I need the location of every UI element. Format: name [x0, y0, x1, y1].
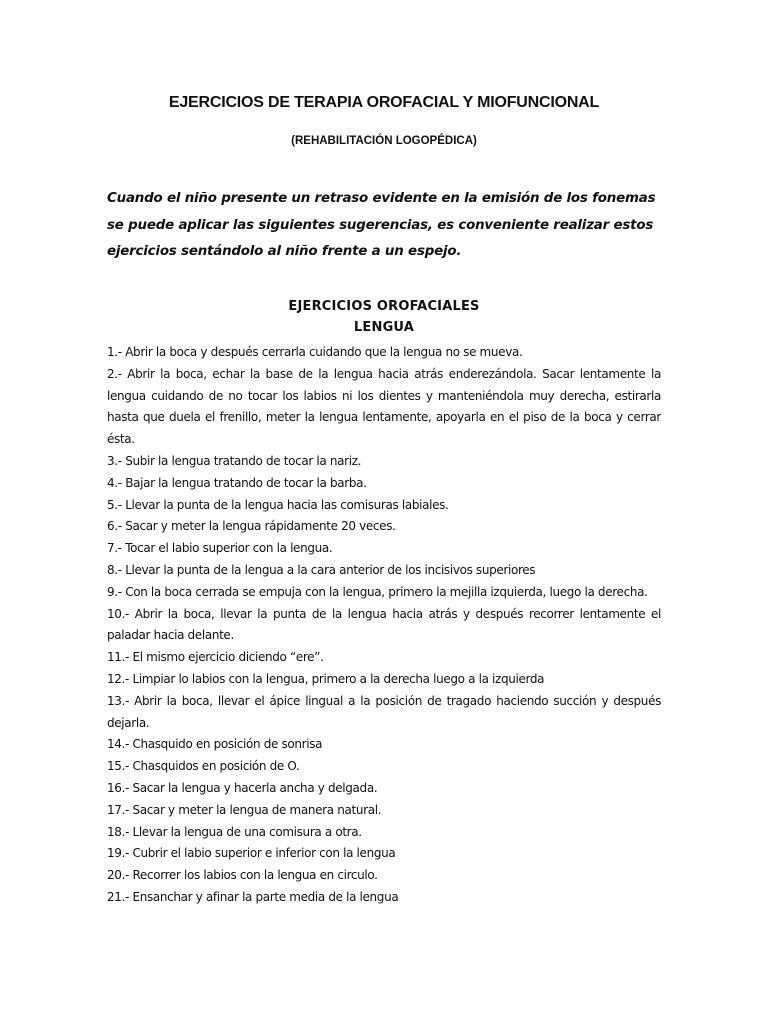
exercise-item: 20.- Recorrer los labios con la lengua en circulo.: [107, 868, 378, 883]
intro-paragraph: Cuando el niño presente un retraso evidente en la emisión de los fonemas se puede aplicar las siguientes sugerencias, es conveniente realizar estos ejercicios sentándolo al niño frente a un espejo.: [107, 191, 656, 259]
exercise-item: 15.- Chasquidos en posición de O.: [107, 759, 300, 774]
exercise-item: 10.- Abrir la boca, llevar la punta de la lengua hacia atrás y después recorrer lentamente el paladar hacia delante.: [107, 606, 661, 643]
exercise-item: 19.- Cubrir el labio superior e inferior con la lengua: [107, 846, 396, 861]
exercise-item: 9.- Con la boca cerrada se empuja con la lengua, primero la mejilla izquierda, luego la derecha.: [107, 584, 648, 599]
exercise-item: 11.- El mismo ejercicio diciendo “ere”.: [107, 650, 324, 665]
section-heading: EJERCICIOS OROFACIALES: [288, 299, 480, 314]
exercise-item: 7.- Tocar el labio superior con la lengua.: [107, 541, 333, 556]
exercise-item: 17.- Sacar y meter la lengua de manera natural.: [107, 802, 382, 817]
exercise-item: 21.- Ensanchar y afinar la parte media de la lengua: [107, 889, 399, 904]
exercise-item: 8.- Llevar la punta de la lengua a la cara anterior de los incisivos superiores: [107, 562, 536, 577]
exercise-item: 13.- Abrir la boca, llevar el ápice lingual a la posición de tragado haciendo succión y después dejarla.: [107, 693, 661, 730]
exercise-item: 6.- Sacar y meter la lengua rápidamente 20 veces.: [107, 519, 396, 534]
exercise-list: [107, 342, 661, 909]
document-subtitle: (REHABILITACIÓN LOGOPÉDICA): [291, 135, 477, 147]
exercise-item: 2.- Abrir la boca, echar la base de la lengua hacia atrás enderezándola. Sacar lentamente la lengua cuidando de no tocar los labios ni los dientes y manteniéndola muy derecha, estirarla hasta que duela el frenillo, meter la lengua lentamente, apoyarla en el piso de la boca y cerrar ésta.: [107, 366, 661, 447]
exercise-item: 5.- Llevar la punta de la lengua hacia las comisuras labiales.: [107, 497, 449, 512]
document-title: EJERCICIOS DE TERAPIA OROFACIAL Y MIOFUNCIONAL: [168, 94, 600, 111]
subsection-heading: LENGUA: [353, 320, 415, 335]
exercise-item: 12.- Limpiar lo labios con la lengua, primero a la derecha luego a la izquierda: [107, 671, 545, 686]
exercise-item: 4.- Bajar la lengua tratando de tocar la barba.: [107, 475, 367, 490]
exercise-item: 18.- Llevar la lengua de una comisura a otra.: [107, 824, 362, 839]
exercise-item: 1.- Abrir la boca y después cerrarla cuidando que la lengua no se mueva.: [107, 345, 523, 359]
exercise-item: 3.- Subir la lengua tratando de tocar la nariz.: [107, 453, 362, 468]
exercise-item: 16.- Sacar la lengua y hacerla ancha y delgada.: [107, 780, 378, 795]
exercise-item: 14.- Chasquido en posición de sonrisa: [107, 737, 323, 752]
